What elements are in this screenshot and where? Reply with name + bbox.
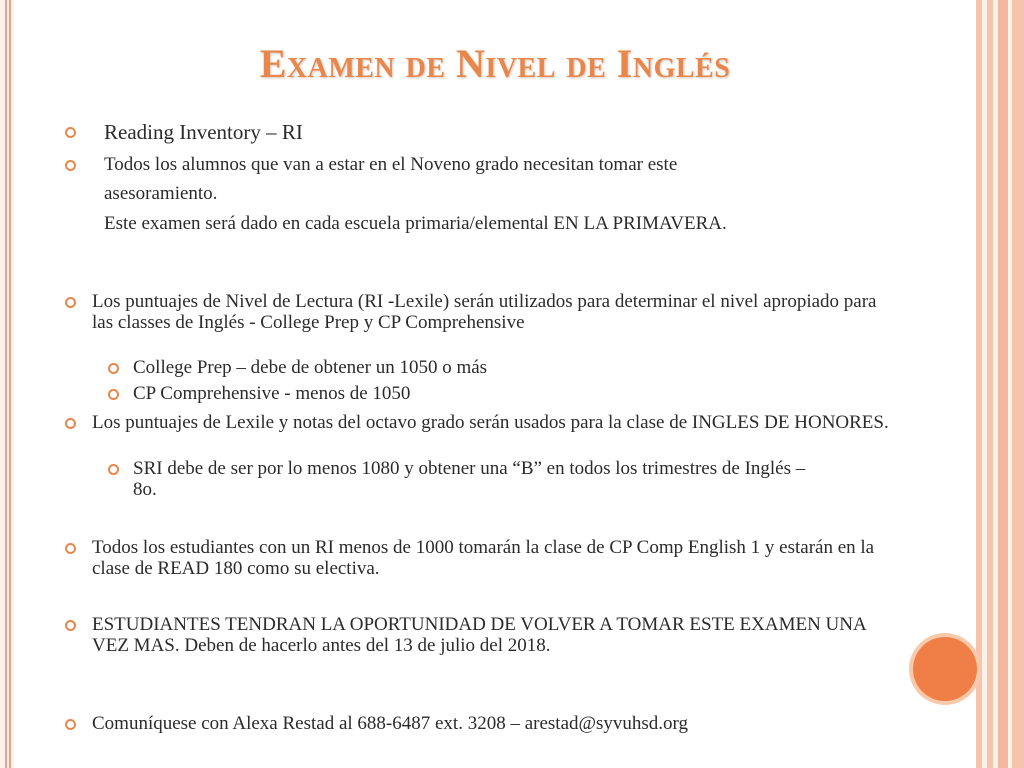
sub-bullet-text: SRI debe de ser por lo menos 1080 y obtener una “B” en todos los trimestres de Inglés – 8o. (133, 458, 806, 500)
bullet-icon (65, 719, 76, 730)
bullet-icon (108, 363, 119, 374)
bullet-text: Los puntuajes de Nivel de Lectura (RI -Lexile) serán utilizados para determinar el nivel apropiado para las classes de Inglés - College Prep y CP Comprehensive (92, 291, 877, 333)
continuation-text: asesoramiento. (104, 183, 218, 204)
paragraph-text: Este examen será dado en cada escuela primaria/elemental EN LA PRIMAVERA. (104, 213, 727, 234)
left-rule (5, 0, 7, 768)
bullet-icon (65, 418, 76, 429)
bullet-text: Comuníquese con Alexa Restad al 688-6487 ext. 3208 – arestad@syvuhsd.org (92, 713, 689, 734)
slide-title: Examen de Nivel de Inglés (259, 41, 731, 86)
bullet-text: ESTUDIANTES TENDRAN LA OPORTUNIDAD DE VOLVER A TOMAR ESTE EXAMEN UNA VEZ MAS. Deben de hacerlo antes del 13 de julio del 2018. (92, 614, 866, 656)
bullet-icon (108, 389, 119, 400)
bullet-icon (65, 297, 76, 308)
bullet-icon (65, 160, 76, 171)
bullet-icon (65, 543, 76, 554)
right-stripe (1012, 0, 1024, 768)
accent-circle (913, 637, 977, 701)
bullet-icon (108, 464, 119, 475)
sub-bullet-text: College Prep – debe de obtener un 1050 o más (133, 357, 488, 378)
bullet-icon (65, 620, 76, 631)
bullet-text: Los puntuajes de Lexile y notas del octavo grado serán usados para la clase de INGLES DE HONORES. (92, 412, 889, 433)
bullet-text: Todos los estudiantes con un RI menos de 1000 tomarán la clase de CP Comp English 1 y estarán en la clase de READ 180 como su electiva. (92, 537, 875, 579)
left-rule (9, 0, 11, 768)
bullet-text: Todos los alumnos que van a estar en el Noveno grado necesitan tomar este (104, 154, 678, 175)
bullet-text: Reading Inventory – RI (104, 120, 303, 144)
slide (14, 0, 976, 768)
right-stripe (998, 0, 1008, 768)
bullet-icon (65, 127, 76, 138)
sub-bullet-text: CP Comprehensive - menos de 1050 (133, 383, 411, 404)
